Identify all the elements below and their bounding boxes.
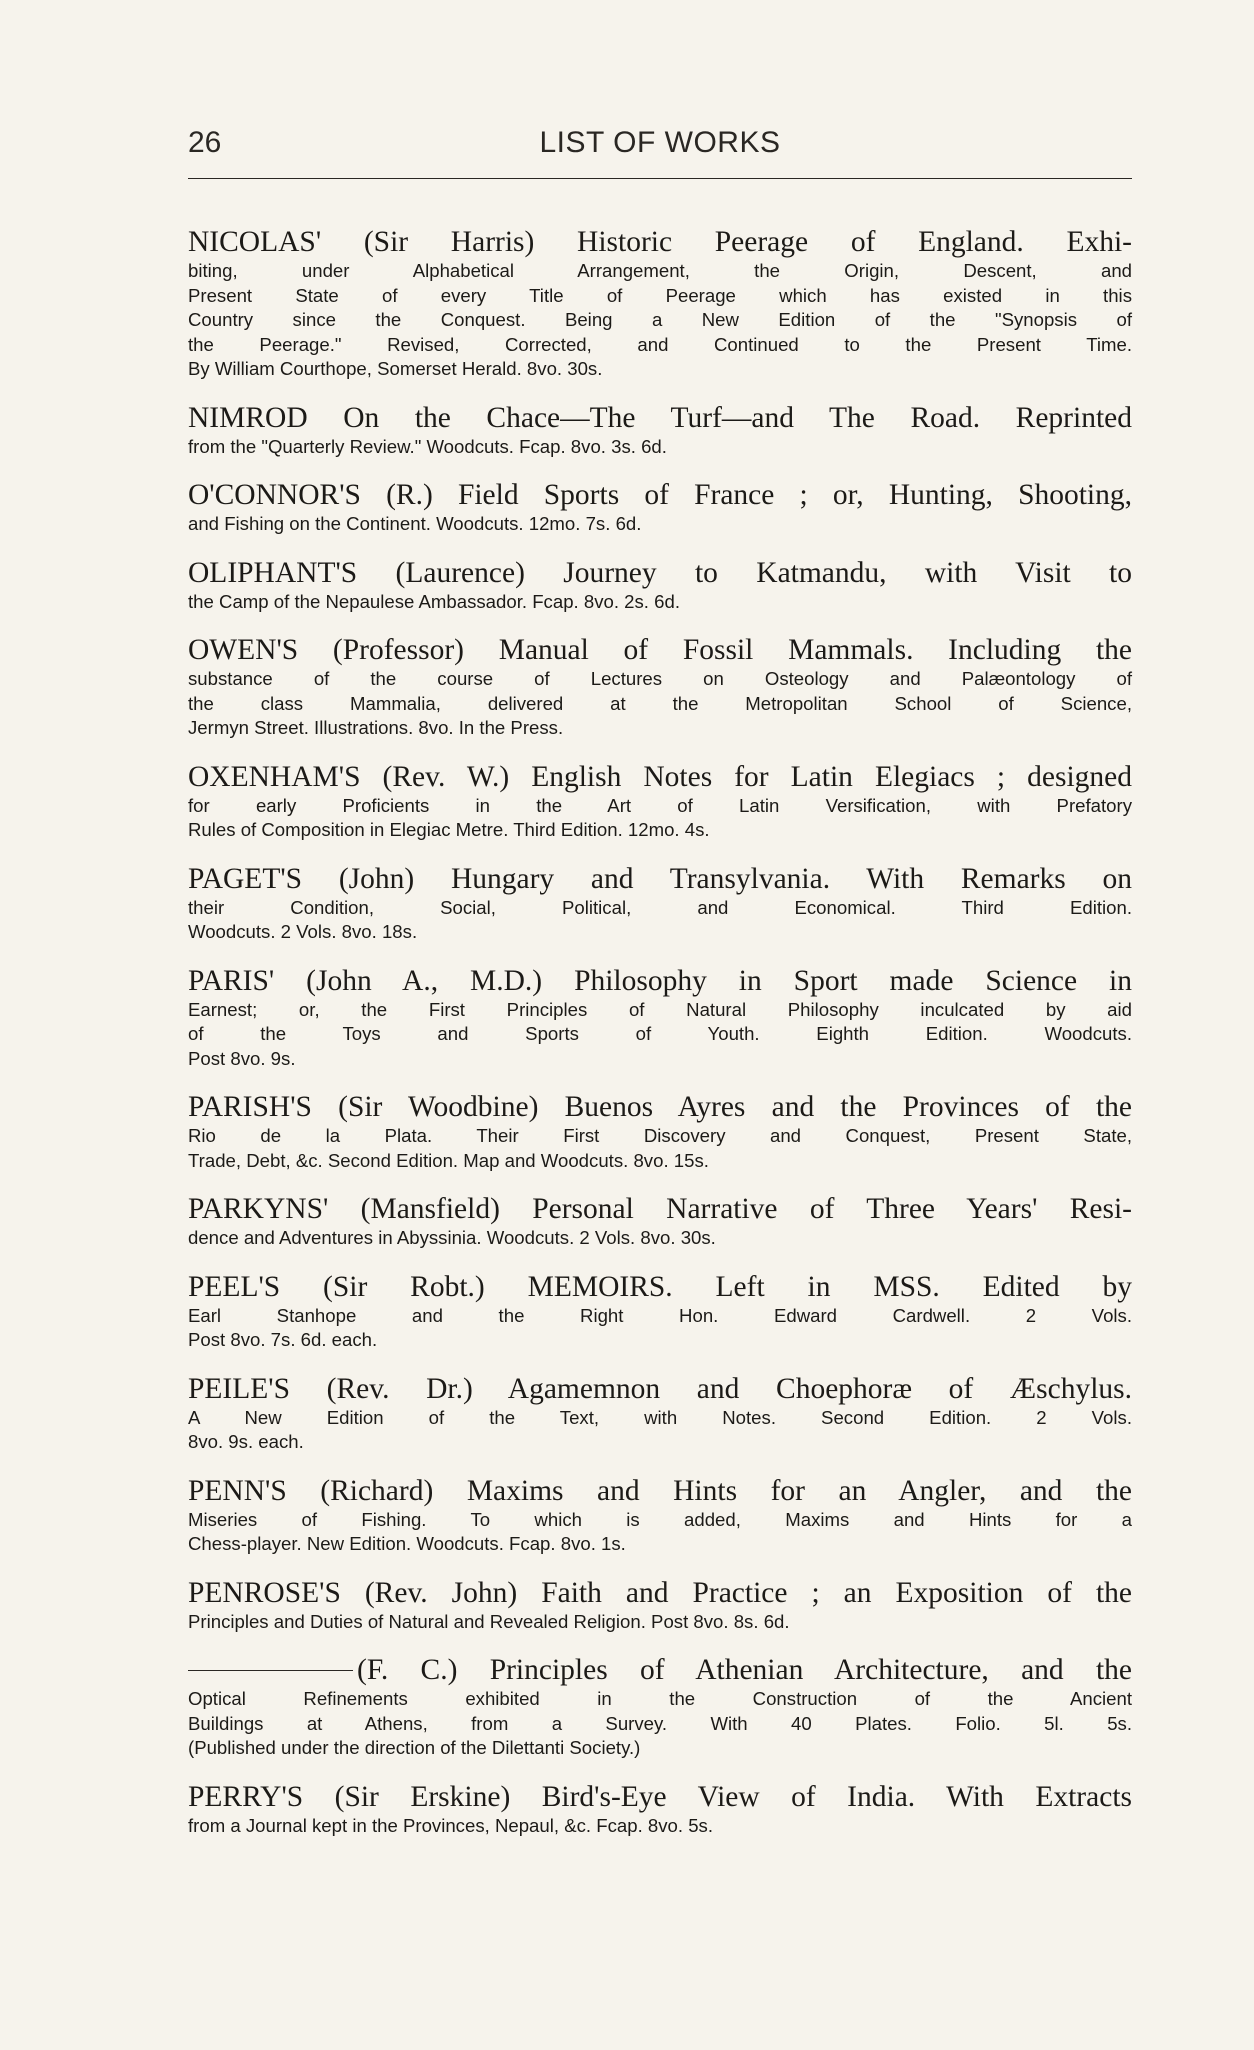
- catalogue-entry-paris: [188, 964, 1132, 1072]
- entry-line: the Peerage." Revised, Corrected, and Continued to the Present Time.: [188, 333, 1132, 355]
- entry-heading: PARKYNS' (Mansfield) Personal Narrative of Three Years' Resi-: [188, 1193, 1132, 1225]
- entry-line: Earnest; or, the First Principles of Natural Philosophy inculcated by aid: [188, 998, 1132, 1020]
- entry-line: for early Proficients in the Art of Latin Versification, with Prefatory: [188, 794, 1132, 816]
- entry-line: Country since the Conquest. Being a New Edition of the "Synopsis of: [188, 309, 1132, 330]
- entry-line: of the Toys and Sports of Youth. Eighth Edition. Woodcuts.: [188, 1023, 1132, 1044]
- entry-line: dence and Adventures in Abyssinia. Woodcuts. 2 Vols. 8vo. 30s.: [188, 1227, 716, 1248]
- entry-heading: OWEN'S (Professor) Manual of Fossil Mammals. Including the: [188, 634, 1132, 666]
- entry-line: Miseries of Fishing. To which is added, Maxims and Hints for a: [188, 1508, 1132, 1530]
- page-number: 26: [188, 126, 222, 159]
- entry-heading: PENROSE'S (Rev. John) Faith and Practice ; an Exposition of the: [188, 1576, 1132, 1609]
- catalogue-entry-peel: [188, 1270, 1132, 1353]
- entry-line: Chess-player. New Edition. Woodcuts. Fcap. 8vo. 1s.: [188, 1533, 626, 1554]
- entry-line: Rules of Composition in Elegiac Metre. Third Edition. 12mo. 4s.: [188, 819, 710, 840]
- entry-line: By William Courthope, Somerset Herald. 8vo. 30s.: [188, 358, 603, 379]
- entry-heading: O'CONNOR'S (R.) Field Sports of France ; or, Hunting, Shooting,: [188, 479, 1132, 511]
- entry-heading: PAGET'S (John) Hungary and Transylvania. With Remarks on: [188, 862, 1132, 895]
- catalogue-entry-penrose: [188, 1576, 1132, 1635]
- entry-heading: PARIS' (John A., M.D.) Philosophy in Sport made Science in: [188, 964, 1132, 997]
- catalogue-entry-paget: [188, 862, 1132, 945]
- catalogue-entry-parish: [188, 1090, 1132, 1173]
- entry-line: Principles and Duties of Natural and Revealed Religion. Post 8vo. 8s. 6d.: [188, 1610, 790, 1632]
- entry-line: Woodcuts. 2 Vols. 8vo. 18s.: [188, 921, 418, 942]
- entry-line: their Condition, Social, Political, and Economical. Third Edition.: [188, 896, 1132, 918]
- page-header: [188, 118, 1132, 179]
- entry-heading: PARISH'S (Sir Woodbine) Buenos Ayres and the Provinces of the: [188, 1091, 1132, 1123]
- entry-line: the Camp of the Nepaulese Ambassador. Fcap. 8vo. 2s. 6d.: [188, 590, 680, 612]
- entry-line: (Published under the direction of the Dilettanti Society.): [188, 1737, 641, 1758]
- entry-heading: PEEL'S (Sir Robt.) MEMOIRS. Left in MSS. Edited by: [188, 1270, 1132, 1303]
- entry-line: biting, under Alphabetical Arrangement, the Origin, Descent, and: [188, 260, 1132, 281]
- catalogue-entry-oxenham: [188, 760, 1132, 843]
- catalogue-entry-oconnor: [188, 478, 1132, 537]
- entry-line: and Fishing on the Continent. Woodcuts. 12mo. 7s. 6d.: [188, 513, 642, 534]
- catalogue-entry-oliphant: [188, 556, 1132, 615]
- entry-heading: OXENHAM'S (Rev. W.) English Notes for Latin Elegiacs ; designed: [188, 760, 1132, 793]
- entry-line: 8vo. 9s. each.: [188, 1431, 304, 1452]
- catalogue-entry-penn: [188, 1474, 1132, 1557]
- entry-heading-ditto: [188, 1653, 1132, 1687]
- entry-heading: NIMROD On the Chace—The Turf—and The Road. Reprinted: [188, 401, 1132, 434]
- entry-line: Present State of every Title of Peerage which has existed in this: [188, 284, 1132, 306]
- ditto-dash: [188, 1670, 353, 1671]
- entry-line: substance of the course of Lectures on Osteology and Palæontology of: [188, 668, 1132, 689]
- entry-heading: PEILE'S (Rev. Dr.) Agamemnon and Choephoræ of Æschylus.: [188, 1372, 1132, 1405]
- entry-line: Buildings at Athens, from a Survey. With 40 Plates. Folio. 5l. 5s.: [188, 1712, 1132, 1734]
- entry-line: Trade, Debt, &c. Second Edition. Map and Woodcuts. 8vo. 15s.: [188, 1149, 709, 1171]
- entry-heading: NICOLAS' (Sir Harris) Historic Peerage of England. Exhi-: [188, 226, 1132, 258]
- entry-line: the class Mammalia, delivered at the Metropolitan School of Science,: [188, 692, 1132, 714]
- running-title: LIST OF WORKS: [539, 126, 781, 159]
- catalogue-entry-owen: [188, 633, 1132, 741]
- entry-line: A New Edition of the Text, with Notes. Second Edition. 2 Vols.: [188, 1406, 1132, 1428]
- entry-line: Rio de la Plata. Their First Discovery and Conquest, Present State,: [188, 1125, 1132, 1146]
- entry-line: Earl Stanhope and the Right Hon. Edward Cardwell. 2 Vols.: [188, 1304, 1132, 1326]
- entry-line: from a Journal kept in the Provinces, Nepaul, &c. Fcap. 8vo. 5s.: [188, 1814, 714, 1836]
- catalogue-entry-perry: [188, 1780, 1132, 1839]
- catalogue-entry-parkyns: [188, 1192, 1132, 1251]
- catalogue-entry-nimrod: [188, 401, 1132, 460]
- entry-line: Optical Refinements exhibited in the Construction of the Ancient: [188, 1688, 1132, 1709]
- catalogue-entries: [188, 225, 1132, 1838]
- entry-line: from the "Quarterly Review." Woodcuts. Fcap. 8vo. 3s. 6d.: [188, 435, 667, 457]
- catalogue-entry-nicolas: [188, 225, 1132, 382]
- entry-line: Jermyn Street. Illustrations. 8vo. In the Press.: [188, 717, 564, 738]
- book-page: [188, 118, 1132, 1857]
- catalogue-entry-peile: [188, 1372, 1132, 1455]
- entry-line: Post 8vo. 9s.: [188, 1047, 296, 1069]
- entry-line: Post 8vo. 7s. 6d. each.: [188, 1329, 378, 1350]
- entry-heading: PERRY'S (Sir Erskine) Bird's-Eye View of India. With Extracts: [188, 1780, 1132, 1813]
- entry-heading: PENN'S (Richard) Maxims and Hints for an Angler, and the: [188, 1474, 1132, 1507]
- catalogue-entry-penrose-fc: [188, 1653, 1132, 1761]
- entry-heading: OLIPHANT'S (Laurence) Journey to Katmandu, with Visit to: [188, 556, 1132, 589]
- entry-heading-text: (F. C.) Principles of Athenian Architecture, and the: [357, 1654, 1132, 1686]
